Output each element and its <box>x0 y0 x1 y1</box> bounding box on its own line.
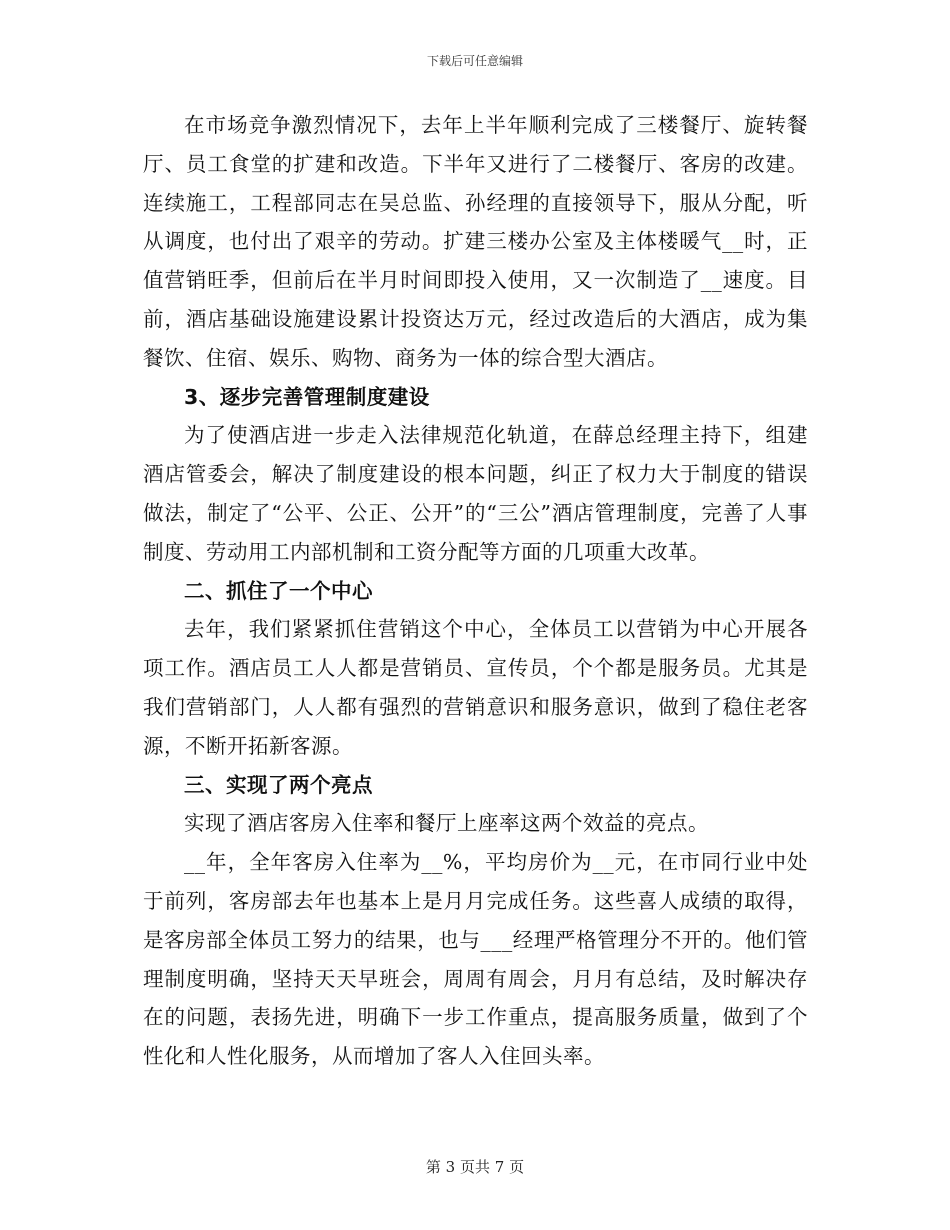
heading-management-system: 3、逐步完善管理制度建设 <box>184 384 430 409</box>
heading-two-highlights: 三、实现了两个亮点 <box>184 772 373 797</box>
paragraph-two-highlights-intro: 实现了酒店客房入住率和餐厅上座率这两个效益的亮点。 <box>184 811 709 836</box>
paragraph-occupancy-rate: __年，全年客房入住率为__%，平均房价为__元，在市同行业中处于前列，客房部去年也基本上是月月完成任务。这些喜人成绩的取得，是客房部全体员工努力的结果，也与___经理严格管理分不开的。他们管理制度明确，坚持天天早班会，周周有周会，月月有总结，及时解决存在的问题，表扬先进，明确下一步工作重点，提高服务质量，做到了个性化和人性化服务，从而增加了客人入住回头率。 <box>143 850 808 1069</box>
document-body <box>143 106 808 1076</box>
paragraph-construction: 在市场竞争激烈情况下，去年上半年顺利完成了三楼餐厅、旋转餐厅、员工食堂的扩建和改造。下半年又进行了二楼餐厅、客房的改建。连续施工，工程部同志在吴总监、孙经理的直接领导下，服从分配，听从调度，也付出了艰辛的劳动。扩建三楼办公室及主体楼暖气__时，正值营销旺季，但前后在半月时间即投入使用，又一次制造了__速度。目前，酒店基础设施建设累计投资达万元，经过改造后的大酒店，成为集餐饮、住宿、娱乐、购物、商务为一体的综合型大酒店。 <box>143 113 808 370</box>
paragraph-one-center: 去年，我们紧紧抓住营销这个中心，全体员工以营销为中心开展各项工作。酒店员工人人都是营销员、宣传员，个个都是服务员。尤其是我们营销部门，人人都有强烈的营销意识和服务意识，做到了稳住老客源，不断开拓新客源。 <box>143 617 808 758</box>
page-header-note: 下载后可任意编辑 <box>426 54 523 68</box>
heading-one-center: 二、抓住了一个中心 <box>184 578 373 603</box>
page-number-footer: 第 3 页共 7 页 <box>425 1158 525 1176</box>
paragraph-management-system: 为了使酒店进一步走入法律规范化轨道，在薛总经理主持下，组建酒店管委会，解决了制度建设的根本问题，纠正了权力大于制度的错误做法，制定了“公平、公正、公开”的“三公”酒店管理制度，完善了人事制度、劳动用工内部机制和工资分配等方面的几项重大改革。 <box>143 423 808 564</box>
